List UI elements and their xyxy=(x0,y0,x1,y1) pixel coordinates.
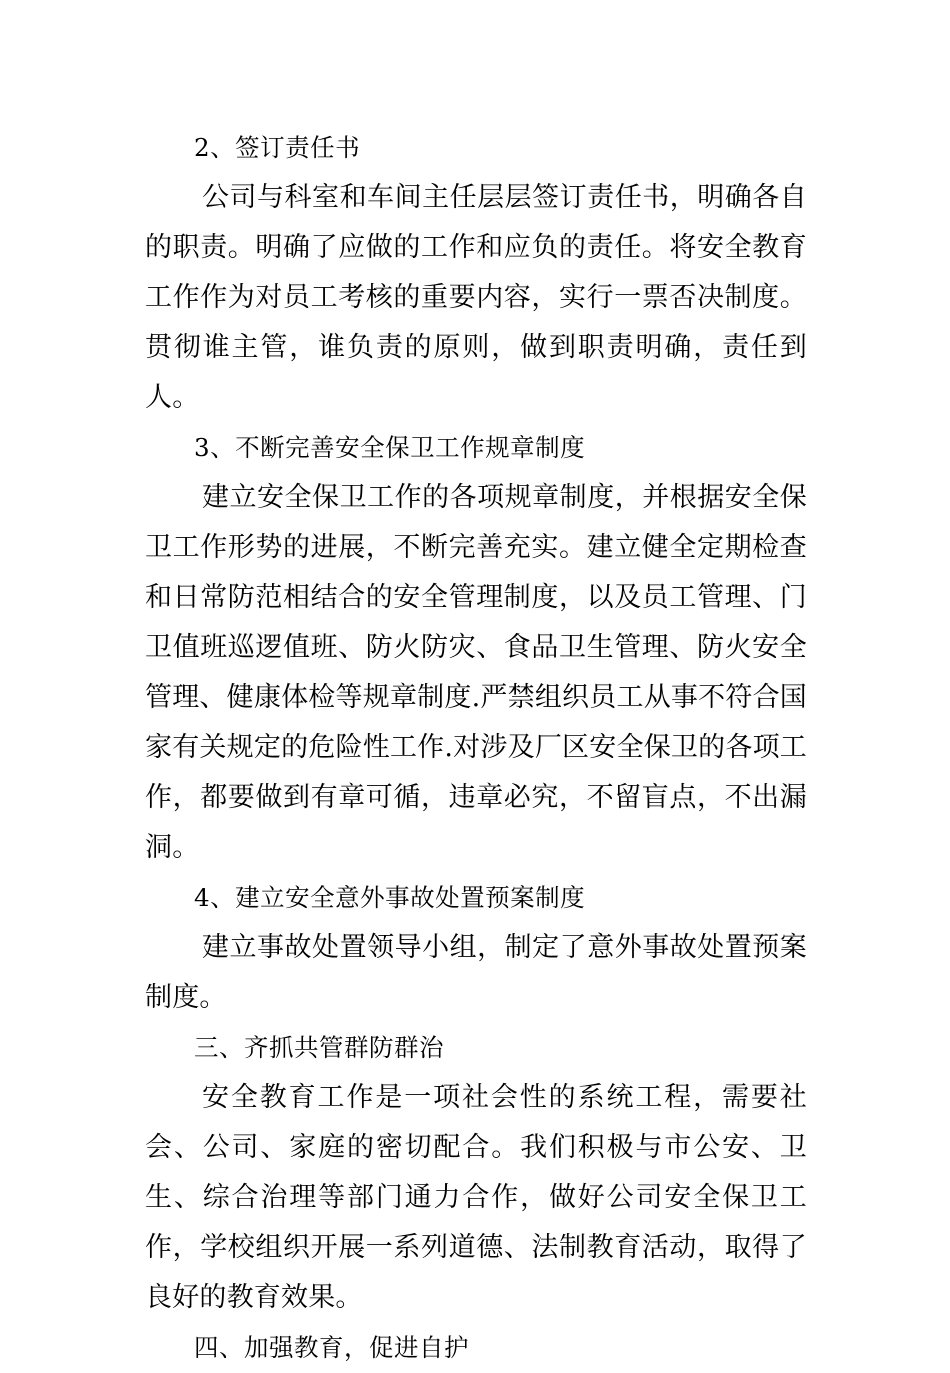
section-heading-regulations: 3、不断完善安全保卫工作规章制度 xyxy=(194,433,586,462)
section-heading-education: 四、加强教育，促进自护 xyxy=(194,1333,469,1362)
section-heading-signing: 2、签订责任书 xyxy=(194,133,361,162)
paragraph-signing: 公司与科室和车间主任层层签订责任书，明确各自的职责。明确了应做的工作和应负的责任。将安全教育工作作为对员工考核的重要内容，实行一票否决制度。贯彻谁主管，谁负责的原则，做到职责明确，责任到人。 xyxy=(145,182,807,413)
paragraph-regulations: 建立安全保卫工作的各项规章制度，并根据安全保卫工作形势的进展，不断完善充实。建立健全定期检查和日常防范相结合的安全管理制度，以及员工管理、门卫值班巡逻值班、防火防灾、食品卫生管理、防火安全管理、健康体检等规章制度.严禁组织员工从事不符合国家有关规定的危险性工作.对涉及厂区安全保卫的各项工作，都要做到有章可循，违章必究，不留盲点，不出漏洞。 xyxy=(145,482,807,863)
document-body xyxy=(145,123,807,1373)
section-heading-joint-management: 三、齐抓共管群防群治 xyxy=(194,1033,444,1062)
paragraph-joint-management: 安全教育工作是一项社会性的系统工程，需要社会、公司、家庭的密切配合。我们积极与市公安、卫生、综合治理等部门通力合作，做好公司安全保卫工作，学校组织开展一系列道德、法制教育活动，取得了良好的教育效果。 xyxy=(145,1082,807,1313)
paragraph-emergency-plan: 建立事故处置领导小组，制定了意外事故处置预案制度。 xyxy=(145,932,807,1013)
section-heading-emergency-plan: 4、建立安全意外事故处置预案制度 xyxy=(194,883,586,912)
